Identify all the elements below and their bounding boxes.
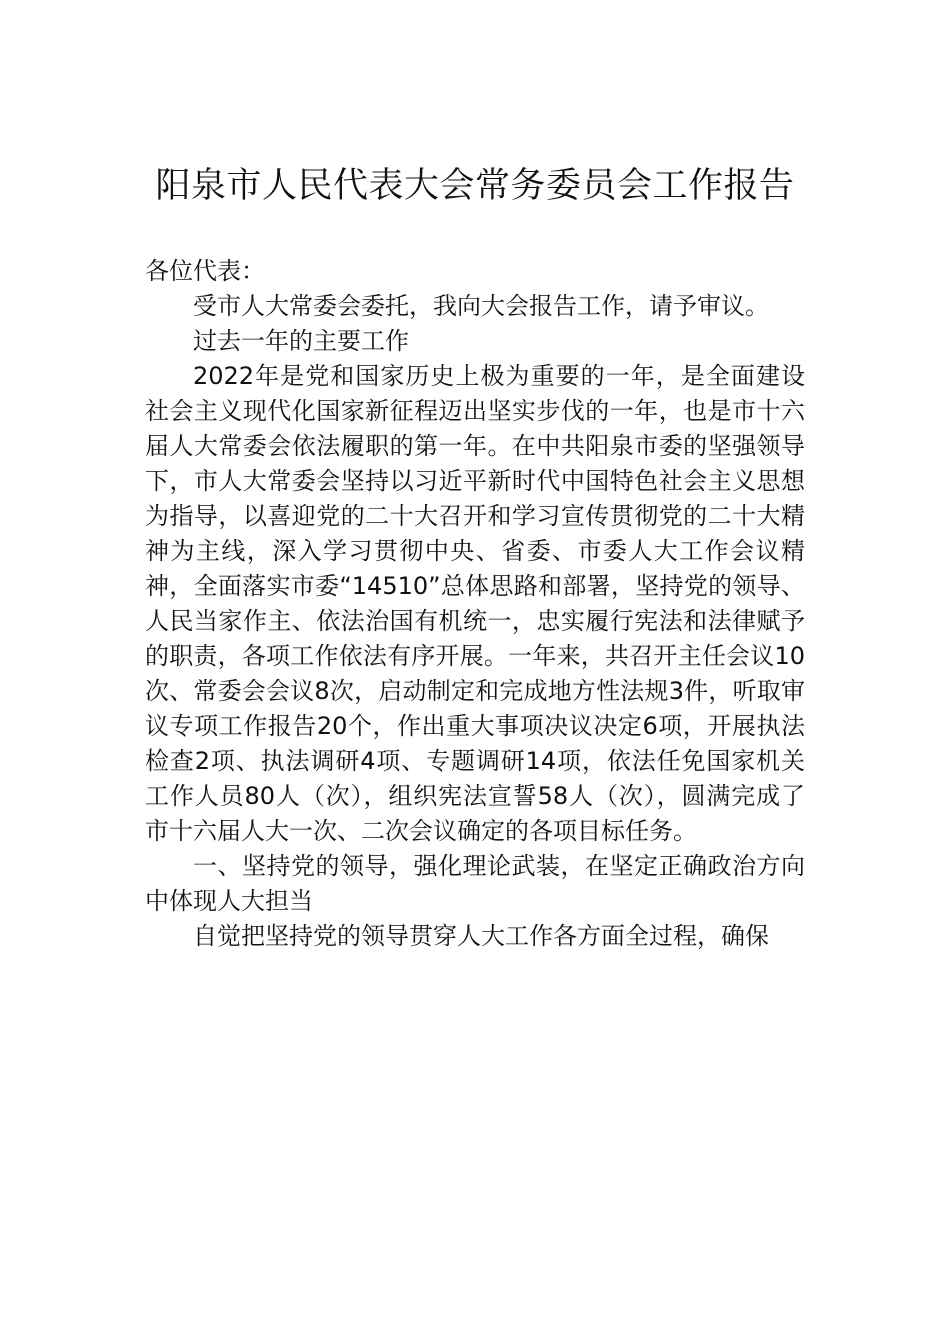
document-body <box>145 254 805 954</box>
paragraph-section-one: 自觉把坚持党的领导贯穿人大工作各方面全过程，确保 <box>193 922 769 950</box>
paragraph-intro: 受市人大常委会委托，我向大会报告工作，请予审议。 <box>193 292 769 320</box>
section-heading-past-year: 过去一年的主要工作 <box>193 327 409 355</box>
salutation: 各位代表： <box>145 257 265 285</box>
document-title: 阳泉市人民代表大会常务委员会工作报告 <box>155 166 795 206</box>
paragraph-summary: 2022年是党和国家历史上极为重要的一年，是全面建设社会主义现代化国家新征程迈出坚实步伐的一年，也是市十六届人大常委会依法履职的第一年。在中共阳泉市委的坚强领导下，市人大常委会坚持以习近平新时代中国特色社会主义思想为指导，以喜迎党的二十大召开和学习宣传贯彻党的二十大精神为主线，深入学习贯彻中央、省委、市委人大工作会议精神，全面落实市委“14510”总体思路和部署，坚持党的领导、人民当家作主、依法治国有机统一，忠实履行宪法和法律赋予的职责，各项工作依法有序开展。一年来，共召开主任会议10次、常委会会议8次，启动制定和完成地方性法规3件，听取审议专项工作报告20个，作出重大事项决议决定6项，开展执法检查2项、执法调研4项、专题调研14项，依法任免国家机关工作人员80人（次），组织宪法宣誓58人（次），圆满完成了市十六届人大一次、二次会议确定的各项目标任务。 <box>145 362 805 845</box>
section-heading-one: 一、坚持党的领导，强化理论武装，在坚定正确政治方向中体现人大担当 <box>145 852 805 915</box>
